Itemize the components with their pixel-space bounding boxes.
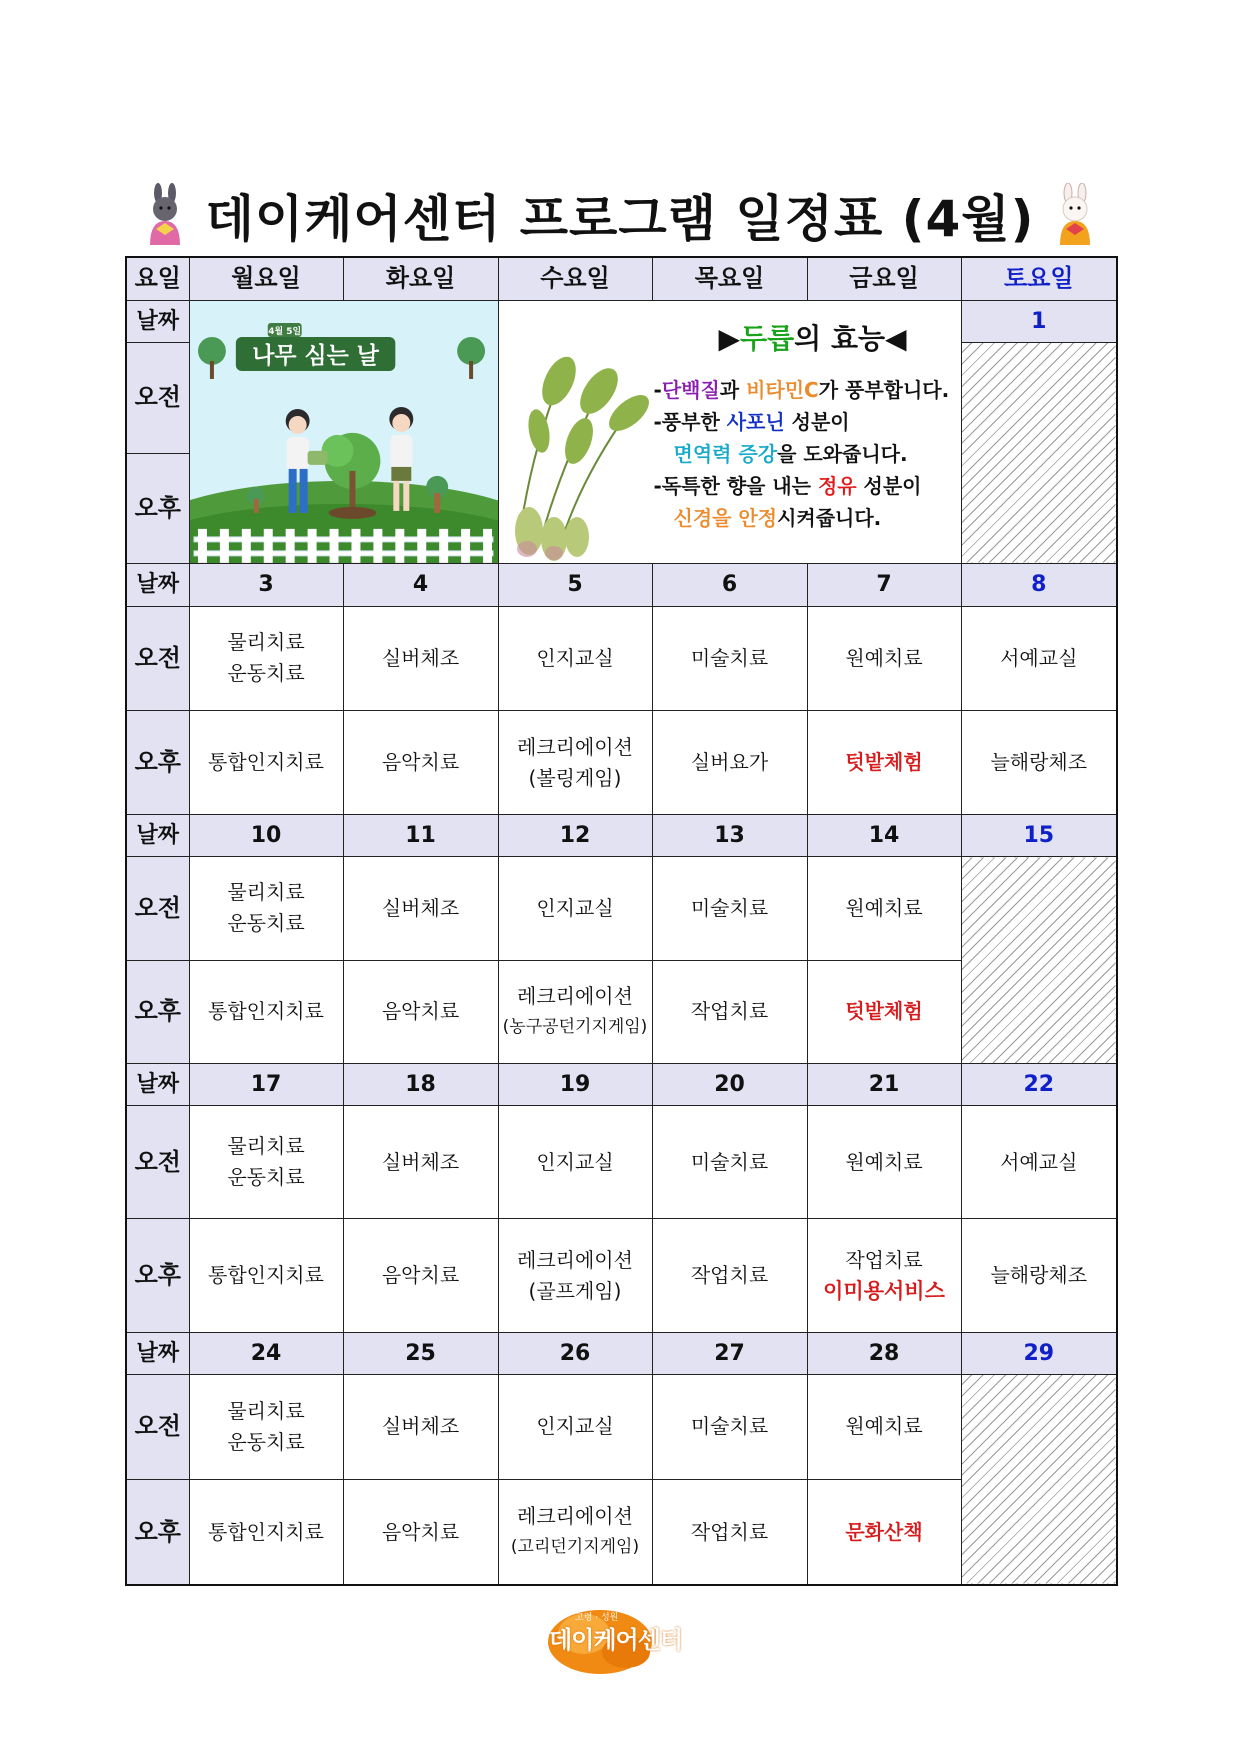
date-label: 날짜 bbox=[126, 563, 189, 606]
date-cell-saturday: 8 bbox=[961, 563, 1117, 606]
program-cell: 실버요가 bbox=[652, 710, 807, 814]
date-row bbox=[126, 1063, 1117, 1105]
herb-info-title: ▶두릅의 효능◀ bbox=[718, 321, 907, 355]
logo-subtext: 고령 · 성원 bbox=[575, 1613, 619, 1623]
program-cell: 미술치료 bbox=[652, 1106, 807, 1219]
date-cell: 27 bbox=[652, 1332, 807, 1374]
closed-cell bbox=[961, 857, 1117, 1064]
date-cell: 13 bbox=[652, 815, 807, 857]
program-cell: 실버체조 bbox=[343, 1106, 498, 1219]
program-cell: 원예치료 bbox=[807, 606, 961, 710]
date-cell: 26 bbox=[498, 1332, 652, 1374]
pm-label: 오후 bbox=[126, 1480, 189, 1585]
program-cell: 작업치료 bbox=[652, 1219, 807, 1332]
program-cell: 미술치료 bbox=[652, 857, 807, 960]
title-bar bbox=[0, 180, 1240, 250]
program-cell: 물리치료 운동치료 bbox=[189, 1106, 343, 1219]
logo-text: 데이케어센터 bbox=[549, 1626, 683, 1654]
date-cell: 25 bbox=[343, 1332, 498, 1374]
program-cell: 원예치료 bbox=[807, 857, 961, 960]
date-label: 날짜 bbox=[126, 815, 189, 857]
program-cell: 미술치료 bbox=[652, 1374, 807, 1479]
program-cell-highlight: 텃밭체험 bbox=[807, 960, 961, 1063]
date-cell: 18 bbox=[343, 1063, 498, 1105]
date-cell: 21 bbox=[807, 1063, 961, 1105]
arbor-day-illustration bbox=[189, 300, 498, 563]
program-cell: 늘해랑체조 bbox=[961, 710, 1117, 814]
program-cell: 미술치료 bbox=[652, 606, 807, 710]
date-cell: 24 bbox=[189, 1332, 343, 1374]
program-cell: 작업치료 bbox=[652, 1480, 807, 1585]
program-cell: 음악치료 bbox=[343, 1219, 498, 1332]
program-cell: 레크리에이션 (볼링게임) bbox=[498, 710, 652, 814]
date-cell: 12 bbox=[498, 815, 652, 857]
header-cell: 화요일 bbox=[343, 257, 498, 300]
am-label: 오전 bbox=[126, 1374, 189, 1479]
banner-text: 나무 심는 날 bbox=[251, 342, 379, 369]
program-cell: 레크리에이션 (고리던기지게임) bbox=[498, 1480, 652, 1585]
program-cell: 통합인지치료 bbox=[189, 1480, 343, 1585]
program-cell: 실버체조 bbox=[343, 606, 498, 710]
program-cell: 인지교실 bbox=[498, 606, 652, 710]
date-cell-saturday: 1 bbox=[961, 300, 1117, 342]
date-cell-saturday: 29 bbox=[961, 1332, 1117, 1374]
rabbit-mascot-icon bbox=[1052, 183, 1098, 247]
pm-label: 오후 bbox=[126, 1219, 189, 1332]
date-cell: 17 bbox=[189, 1063, 343, 1105]
program-cell: 늘해랑체조 bbox=[961, 1219, 1117, 1332]
am-label: 오전 bbox=[126, 857, 189, 960]
program-cell: 실버체조 bbox=[343, 857, 498, 960]
program-cell: 실버체조 bbox=[343, 1374, 498, 1479]
date-row bbox=[126, 563, 1117, 606]
program-cell: 레크리에이션 (골프게임) bbox=[498, 1219, 652, 1332]
date-cell: 3 bbox=[189, 563, 343, 606]
header-cell: 요일 bbox=[126, 257, 189, 300]
date-label: 날짜 bbox=[126, 300, 189, 342]
pm-row bbox=[126, 1219, 1117, 1332]
program-cell: 작업치료 bbox=[652, 960, 807, 1063]
program-cell: 통합인지치료 bbox=[189, 960, 343, 1063]
schedule-table bbox=[125, 256, 1118, 1586]
program-cell: 레크리에이션 (농구공던기지게임) bbox=[498, 960, 652, 1063]
am-row bbox=[126, 1374, 1117, 1479]
am-row bbox=[126, 606, 1117, 710]
header-cell: 목요일 bbox=[652, 257, 807, 300]
pm-label: 오후 bbox=[126, 710, 189, 814]
program-cell: 인지교실 bbox=[498, 857, 652, 960]
date-cell: 4 bbox=[343, 563, 498, 606]
am-label: 오전 bbox=[126, 606, 189, 710]
header-cell: 금요일 bbox=[807, 257, 961, 300]
date-label: 날짜 bbox=[126, 1063, 189, 1105]
date-cell: 20 bbox=[652, 1063, 807, 1105]
weekday-header-row bbox=[126, 257, 1117, 300]
am-label: 오전 bbox=[126, 342, 189, 453]
header-cell-saturday: 토요일 bbox=[961, 257, 1117, 300]
rabbit-mascot-icon bbox=[142, 183, 188, 247]
date-cell: 6 bbox=[652, 563, 807, 606]
pm-row bbox=[126, 710, 1117, 814]
pm-label: 오후 bbox=[126, 454, 189, 563]
program-cell: 물리치료 운동치료 bbox=[189, 606, 343, 710]
closed-cell bbox=[961, 342, 1117, 563]
aralia-shoot-image bbox=[499, 301, 659, 563]
program-cell: 음악치료 bbox=[343, 710, 498, 814]
date-cell: 19 bbox=[498, 1063, 652, 1105]
program-cell: 서예교실 bbox=[961, 606, 1117, 710]
program-cell: 인지교실 bbox=[498, 1106, 652, 1219]
date-cell: 28 bbox=[807, 1332, 961, 1374]
am-row bbox=[126, 1106, 1117, 1219]
date-cell: 5 bbox=[498, 563, 652, 606]
herb-info-panel bbox=[498, 300, 961, 563]
date-cell: 10 bbox=[189, 815, 343, 857]
page-title: 데이케어센터 프로그램 일정표 (4월) bbox=[205, 190, 1035, 248]
date-cell: 14 bbox=[807, 815, 961, 857]
program-cell: 원예치료 bbox=[807, 1374, 961, 1479]
program-cell: 통합인지치료 bbox=[189, 710, 343, 814]
banner-badge: 4월 5일 bbox=[267, 326, 301, 337]
program-cell: 서예교실 bbox=[961, 1106, 1117, 1219]
date-cell-saturday: 22 bbox=[961, 1063, 1117, 1105]
date-label: 날짜 bbox=[126, 1332, 189, 1374]
program-cell: 작업치료 이미용서비스 bbox=[807, 1219, 961, 1332]
date-cell-saturday: 15 bbox=[961, 815, 1117, 857]
program-cell: 인지교실 bbox=[498, 1374, 652, 1479]
date-row bbox=[126, 815, 1117, 857]
pm-label: 오후 bbox=[126, 960, 189, 1063]
herb-info-text: -단백질과 비타민C가 풍부합니다. -풍부한 사포닌 성분이 면역력 증강을 도와줍니다. -독특한 향을 내는 정유 성분이 신경을 안정시켜줍니다. bbox=[653, 377, 950, 530]
program-cell-highlight: 텃밭체험 bbox=[807, 710, 961, 814]
program-cell: 원예치료 bbox=[807, 1106, 961, 1219]
program-cell-highlight: 문화산책 bbox=[807, 1480, 961, 1585]
date-row bbox=[126, 300, 1117, 342]
header-cell: 수요일 bbox=[498, 257, 652, 300]
date-cell: 11 bbox=[343, 815, 498, 857]
am-row bbox=[126, 857, 1117, 960]
program-cell: 음악치료 bbox=[343, 960, 498, 1063]
date-row bbox=[126, 1332, 1117, 1374]
date-cell: 7 bbox=[807, 563, 961, 606]
program-cell: 물리치료 운동치료 bbox=[189, 857, 343, 960]
am-label: 오전 bbox=[126, 1106, 189, 1219]
closed-cell bbox=[961, 1374, 1117, 1585]
header-cell: 월요일 bbox=[189, 257, 343, 300]
program-cell: 통합인지치료 bbox=[189, 1219, 343, 1332]
program-cell: 음악치료 bbox=[343, 1480, 498, 1585]
program-cell: 물리치료 운동치료 bbox=[189, 1374, 343, 1479]
